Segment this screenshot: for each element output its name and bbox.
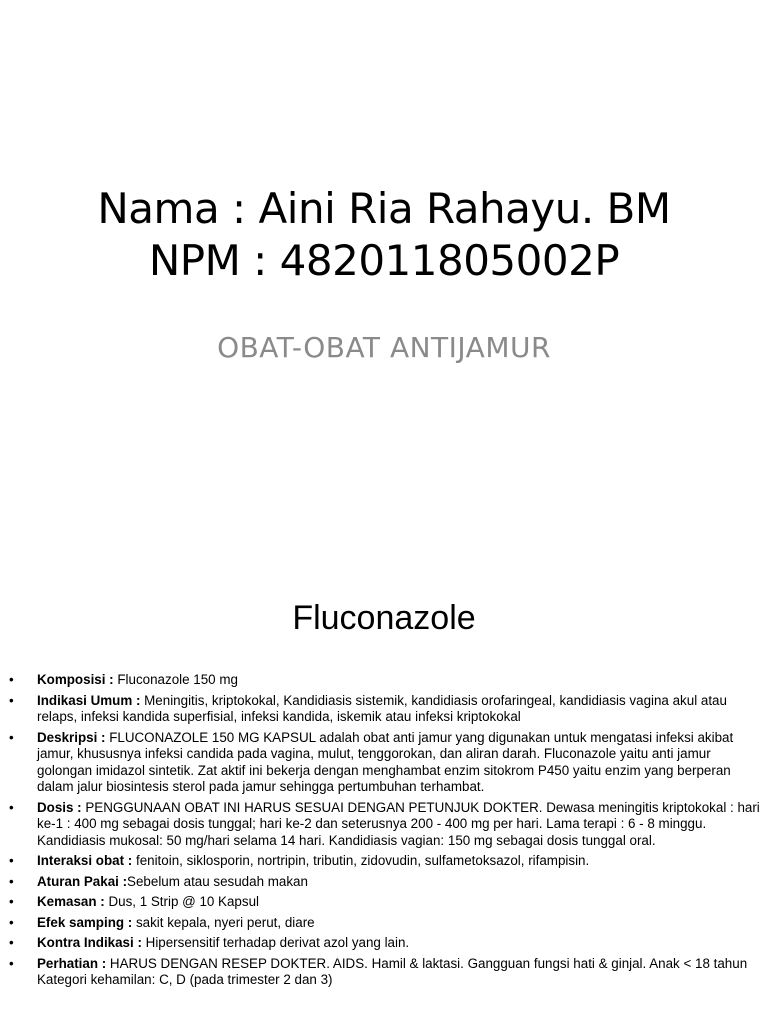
item-label: Aturan Pakai :	[37, 873, 128, 889]
bullet-icon: •	[9, 853, 14, 868]
item-text: HARUS DENGAN RESEP DOKTER. AIDS. Hamil & laktasi. Gangguan fungsi hati & ginjal. Anak < 18 tahun Kategori kehamilan: C, D (pada trimester 2 dan 3)	[37, 955, 748, 987]
list-item-efek-samping	[0, 915, 768, 932]
item-text: fenitoin, siklosporin, nortripin, tributin, zidovudin, sulfametoksazol, rifampisin.	[132, 853, 590, 868]
item-text: Hipersensitif terhadap derivat azol yang lain.	[141, 935, 410, 950]
bullet-icon: •	[9, 914, 14, 930]
bullet-icon: •	[9, 692, 14, 708]
bullet-icon: •	[9, 955, 14, 971]
list-item-perhatian	[0, 956, 768, 989]
item-text: sakit kepala, nyeri perut, diare	[132, 914, 315, 930]
list-item-indikasi	[0, 693, 768, 726]
item-label: Perhatian :	[37, 955, 107, 971]
list-item-interaksi	[0, 853, 768, 870]
item-label: Komposisi :	[37, 672, 114, 687]
list-item-deskripsi	[0, 730, 768, 796]
item-text: FLUCONAZOLE 150 MG KAPSUL adalah obat anti jamur yang digunakan untuk mengatasi infeksi akibat jamur, khususnya infeksi candida pada vagina, mulut, tenggorokan, dan aliran darah. Fluconazole yaitu anti jamur golongan imidazol sintetik. Zat aktif ini bekerja dengan menghambat enzim sitokrom P450 yaitu enzim yang berperan dalam jalur biosintesis sterol pada jamur sehingga pertumbuhan terhambat.	[37, 729, 734, 794]
item-label: Interaksi obat :	[37, 853, 133, 868]
item-text: PENGGUNAAN OBAT INI HARUS SESUAI DENGAN PETUNJUK DOKTER. Dewasa meningitis kriptokokal : hari ke-1 : 400 mg sebagai dosis tunggal; hari ke-2 dan seterusnya 200 - 400 mg per hari. Lama terapi : 6 - 8 minggu. Kandidiasis mukosal: 50 mg/hari selama 14 hari. Kandidiasis vagian: 150 mg sebagai dosis tunggal oral.	[37, 799, 760, 848]
drug-info-list	[0, 672, 768, 993]
list-item-komposisi	[0, 672, 768, 689]
item-label: Indikasi Umum :	[37, 692, 141, 708]
slide-title	[0, 183, 768, 287]
bullet-icon: •	[9, 873, 14, 889]
item-label: Kontra Indikasi :	[37, 935, 142, 950]
bullet-icon: •	[9, 894, 14, 909]
bullet-icon: •	[9, 935, 14, 950]
title-npm-line: NPM : 482011805002P	[148, 236, 620, 285]
bullet-icon: •	[9, 799, 14, 815]
list-item-dosis	[0, 800, 768, 850]
item-text: Dus, 1 Strip @ 10 Kapsul	[104, 894, 260, 909]
slide-subtitle: OBAT-OBAT ANTIJAMUR	[217, 331, 551, 364]
item-text: Meningitis, kriptokokal, Kandidiasis sistemik, kandidiasis orofaringeal, kandidiasis vagina akul atau relaps, infeksi kandida superfisial, infeksi kandida, iskemik atau infeksi kriptokokal	[37, 692, 727, 724]
item-label: Kemasan :	[37, 894, 105, 909]
item-text: Sebelum atau sesudah makan	[127, 873, 308, 889]
drug-title: Fluconazole	[292, 599, 476, 637]
list-item-kontra-indikasi	[0, 935, 768, 952]
title-name-line: Nama : Aini Ria Rahayu. BM	[97, 184, 671, 233]
bullet-icon: •	[9, 729, 14, 745]
list-item-aturan-pakai	[0, 874, 768, 891]
item-label: Deskripsi :	[37, 729, 106, 745]
item-label: Efek samping :	[37, 914, 133, 930]
item-text: Fluconazole 150 mg	[113, 672, 238, 687]
list-item-kemasan	[0, 894, 768, 911]
content-slide	[0, 576, 768, 1024]
item-label: Dosis :	[37, 799, 82, 815]
bullet-icon: •	[9, 672, 14, 687]
